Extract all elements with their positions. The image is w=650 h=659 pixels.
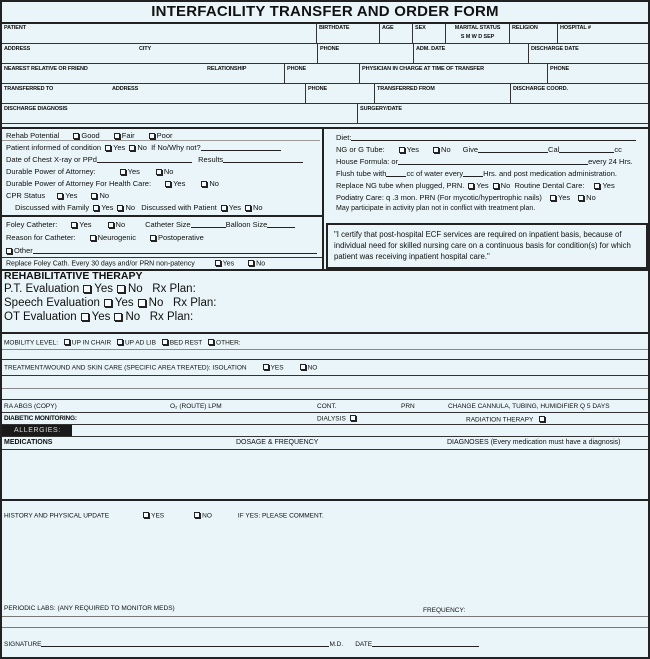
dpoa-health-yes-checkbox[interactable] [165, 181, 171, 187]
activity-row [336, 205, 535, 212]
other-checkbox[interactable] [6, 248, 12, 254]
diet-input[interactable] [351, 133, 636, 141]
family-no-checkbox[interactable] [117, 205, 123, 211]
transferred-phone-field[interactable] [306, 84, 375, 104]
nearest-relative-field[interactable] [2, 64, 285, 84]
replace-foley-label: Replace Foley Cath. Every 30 days and/or PRN non-patency [6, 260, 195, 268]
birthdate-label: BIRTHDATE [319, 25, 350, 31]
certification-text: "I certify that post-hospital ECF services are required on inpatient basis, because of individual need for skilled nursing care on a continuous basis for condition(s) for which patient was receiving inpatient hospital care." [334, 230, 631, 261]
adm-date-field[interactable] [414, 44, 529, 64]
radiation-row [466, 416, 547, 424]
divider [2, 257, 322, 258]
replace-ng-yes-checkbox[interactable] [468, 183, 474, 189]
divider [2, 388, 648, 389]
replace-ng-label: Replace NG tube when plugged, PRN. [336, 181, 465, 190]
other-input[interactable] [33, 246, 317, 254]
rehab-heading: REHABILITATIVE THERAPY [4, 270, 143, 282]
divider [2, 412, 648, 413]
age-field[interactable] [380, 23, 413, 44]
reason-catheter-row [6, 233, 204, 242]
cpr-no-checkbox[interactable] [91, 193, 97, 199]
transferred-to-label: TRANSFERRED TO [4, 86, 54, 92]
frequency-label: FREQUENCY: [423, 607, 466, 614]
o2-route-label: O₂ (ROUTE) LPM [170, 403, 222, 410]
neurogenic-checkbox[interactable] [90, 235, 96, 241]
no-label: No [99, 191, 110, 200]
pt-evaluation-row [4, 283, 196, 295]
religion-field[interactable] [510, 23, 558, 44]
every-24-label: every 24 Hrs. [588, 157, 633, 166]
city-label: CITY [139, 46, 152, 52]
cpr-yes-checkbox[interactable] [57, 193, 63, 199]
diabetic-monitoring-label: DIABETIC MONITORING: [4, 415, 77, 422]
divider [2, 359, 648, 360]
discharge-coord-label: DISCHARGE COORD. [513, 86, 568, 92]
prn-label: PRN [401, 403, 415, 410]
divider [2, 349, 648, 350]
transferred-to-field[interactable] [2, 84, 306, 104]
other-label: Other [14, 246, 33, 255]
chest-xray-row [6, 155, 303, 164]
form-title: INTERFACILITY TRANSFER AND ORDER FORM [151, 3, 499, 20]
dpoa-no-checkbox[interactable] [156, 169, 162, 175]
isolation-no-checkbox[interactable] [300, 364, 306, 370]
signature-input[interactable] [41, 640, 329, 647]
divider [322, 129, 324, 269]
discharge-date-label: DISCHARGE DATE [531, 46, 579, 52]
yes-label: YES [151, 512, 165, 520]
flush-row [336, 169, 617, 178]
patient-informed-row [6, 143, 281, 152]
dialysis-row [317, 415, 358, 423]
foley-row [6, 220, 295, 229]
patient-field[interactable] [2, 23, 317, 44]
relative-phone-label: PHONE [287, 66, 307, 72]
rx-plan-label: Rx Plan: [152, 283, 196, 295]
sex-field[interactable] [413, 23, 446, 44]
pt-no-checkbox[interactable] [117, 285, 125, 293]
foley-no-checkbox[interactable] [108, 222, 114, 228]
ot-no-checkbox[interactable] [114, 313, 122, 321]
no-label: NO [202, 512, 212, 520]
mobility-label: MOBILITY LEVEL: [4, 339, 59, 347]
marital-status-label: MARITAL STATUS [454, 25, 501, 31]
yes-label: Yes [228, 203, 241, 212]
periodic-labs-label: PERIODIC LABS: (ANY REQUIRED TO MONITOR MEDS) [4, 605, 175, 612]
hospital-number-label: HOSPITAL # [560, 25, 591, 31]
activity-label: May participate in activity plan not in conflict with treatment plan. [336, 205, 536, 212]
replace-foley-yes-checkbox[interactable] [215, 260, 221, 266]
up-in-chair-checkbox[interactable] [64, 339, 70, 345]
flush-post-label: Hrs. and post medication administration. [483, 169, 617, 178]
why-not-input[interactable] [201, 143, 281, 151]
catheter-size-label: Catheter Size [145, 220, 191, 229]
relationship-label: RELATIONSHIP [207, 66, 247, 72]
patient-yes-checkbox[interactable] [221, 205, 227, 211]
results-input[interactable] [223, 155, 303, 163]
ng-no-checkbox[interactable] [433, 147, 439, 153]
certification-box [326, 223, 648, 269]
dpoa-health-no-checkbox[interactable] [201, 181, 207, 187]
marital-status-field[interactable] [446, 23, 510, 44]
relative-phone-field[interactable] [285, 64, 360, 84]
transferred-address-label: ADDRESS [112, 86, 139, 92]
history-no-checkbox[interactable] [194, 512, 200, 518]
divider [2, 127, 648, 129]
change-cannula-label: CHANGE CANNULA, TUBING, HUMIDIFIER Q 5 DAYS [448, 403, 610, 410]
physician-phone-field[interactable] [548, 64, 648, 84]
yes-label: Yes [476, 181, 489, 190]
physician-label: PHYSICIAN IN CHARGE AT TIME OF TRANSFER [362, 66, 484, 72]
yes-label: Yes [113, 143, 126, 152]
allergies-label: ALLERGIES: [2, 425, 72, 436]
no-label: No [128, 283, 143, 295]
other-mobility-label: OTHER: [216, 339, 241, 347]
postoperative-label: Postoperative [157, 233, 204, 242]
no-label: No [163, 167, 174, 176]
ot-yes-checkbox[interactable] [81, 313, 89, 321]
divider [2, 627, 648, 628]
pt-yes-checkbox[interactable] [83, 285, 91, 293]
divider [2, 140, 320, 141]
up-in-chair-label: UP IN CHAIR [71, 339, 112, 347]
neurogenic-label: Neurogenic [97, 233, 136, 242]
dpoa-row [6, 167, 173, 176]
fair-checkbox[interactable] [114, 133, 120, 139]
treatment-row [4, 364, 317, 372]
yes-label: Yes [101, 203, 114, 212]
discussed-patient-label: Discussed with Patient [141, 203, 217, 212]
age-label: AGE [382, 25, 394, 31]
isolation-yes-checkbox[interactable] [263, 364, 269, 370]
religion-label: RELIGION [512, 25, 538, 31]
history-yes-checkbox[interactable] [143, 512, 149, 518]
chest-xray-input[interactable] [97, 155, 192, 163]
phone-label: PHONE [320, 46, 340, 52]
no-label: No [137, 143, 147, 152]
signature-row [4, 640, 479, 648]
rx-plan-label: Rx Plan: [172, 297, 217, 309]
dpoa-health-label: Durable Power of Attorney For Health Care: [6, 179, 152, 188]
transferred-from-label: TRANSFERRED FROM [377, 86, 435, 92]
yes-label: Yes [173, 179, 186, 188]
divider [2, 499, 648, 501]
no-label: No [125, 203, 136, 212]
good-checkbox[interactable] [73, 133, 79, 139]
balloon-size-label: Balloon Size [225, 220, 268, 229]
discussed-row [15, 203, 263, 212]
no-label: NO [307, 364, 318, 372]
physician-field[interactable] [360, 64, 548, 84]
other-row [2, 246, 317, 255]
dpoa-health-row [6, 179, 219, 188]
routine-dental-label: Routine Dental Care: [514, 181, 585, 190]
cont-label: CONT. [317, 403, 337, 410]
yes-label: Yes [91, 311, 111, 323]
up-ad-lib-label: UP AD LIB [124, 339, 156, 347]
house-formula-label: House Formula: or [336, 157, 399, 166]
divider [2, 436, 648, 437]
yes-label: Yes [94, 283, 113, 295]
bed-rest-checkbox[interactable] [162, 339, 168, 345]
no-label: No [209, 179, 219, 188]
flush-label: Flush tube with [336, 169, 387, 178]
give-input[interactable] [478, 145, 548, 153]
yes-label: Yes [406, 145, 420, 154]
history-comment-area[interactable] [2, 524, 648, 616]
replace-ng-row [336, 181, 615, 190]
divider [2, 332, 648, 334]
cpr-status-label: CPR Status [6, 191, 46, 200]
house-formula-input[interactable] [398, 157, 588, 165]
divider [2, 399, 648, 400]
surgery-date-field[interactable] [358, 104, 648, 124]
cal-label: Cal [548, 145, 560, 154]
replace-ng-no-checkbox[interactable] [493, 183, 499, 189]
podiatry-yes-checkbox[interactable] [550, 195, 556, 201]
cpr-status-row [6, 191, 109, 200]
dpoa-yes-checkbox[interactable] [120, 169, 126, 175]
ra-abgs-label: RA ABGS (COPY) [4, 403, 57, 410]
transferred-phone-label: PHONE [308, 86, 328, 92]
foley-label: Foley Catheter: [6, 220, 58, 229]
yes-label: Yes [222, 260, 235, 268]
good-label: Good [81, 131, 100, 140]
no-label: No [148, 297, 164, 309]
yes-label: Yes [127, 167, 140, 176]
diagnoses-label: DIAGNOSES (Every medication must have a diagnosis) [447, 439, 621, 446]
family-yes-checkbox[interactable] [93, 205, 99, 211]
cal-input[interactable] [559, 145, 614, 153]
ng-tube-label: NG or G Tube: [336, 145, 385, 154]
balloon-size-input[interactable] [267, 220, 295, 228]
replace-foley-row [6, 260, 265, 268]
chest-xray-label: Date of Chest X-ray or PPd [6, 155, 97, 164]
hospital-number-field[interactable] [558, 23, 648, 44]
give-label: Give [462, 145, 479, 154]
divider [2, 215, 322, 217]
bed-rest-label: BED REST [169, 339, 203, 347]
if-no-why-label: If No/Why not? [151, 143, 201, 152]
catheter-size-input[interactable] [191, 220, 226, 228]
podiatry-row [336, 193, 596, 202]
no-label: No [256, 260, 266, 268]
up-ad-lib-checkbox[interactable] [117, 339, 123, 345]
speech-no-checkbox[interactable] [138, 299, 146, 307]
fair-label: Fair [121, 131, 135, 140]
other-mobility-checkbox[interactable] [208, 339, 214, 345]
signature-label: SIGNATURE [4, 641, 42, 648]
address-label: ADDRESS [4, 46, 31, 52]
discharge-diagnosis-label: DISCHARGE DIAGNOSIS [4, 106, 68, 112]
no-label: No [115, 220, 126, 229]
informed-yes-checkbox[interactable] [105, 145, 111, 151]
house-formula-row [336, 157, 633, 166]
ot-label: OT Evaluation [4, 311, 77, 323]
divider [2, 424, 648, 425]
rehab-potential-row [6, 131, 173, 140]
comment-label: IF YES: PLEASE COMMENT. [237, 512, 324, 520]
reason-catheter-label: Reason for Catheter: [6, 233, 76, 242]
sex-label: SEX [415, 25, 426, 31]
patient-informed-label: Patient informed of condition [6, 143, 102, 152]
diet-row [336, 133, 636, 142]
postoperative-checkbox[interactable] [150, 235, 156, 241]
transferred-from-field[interactable] [375, 84, 511, 104]
poor-checkbox[interactable] [149, 133, 155, 139]
speech-evaluation-row [4, 297, 216, 309]
nearest-relative-label: NEAREST RELATIVE OR FRIEND [4, 66, 88, 72]
discharge-diagnosis-field[interactable] [2, 104, 358, 124]
adm-date-label: ADM. DATE [416, 46, 446, 52]
radiation-checkbox[interactable] [539, 416, 545, 422]
foley-yes-checkbox[interactable] [71, 222, 77, 228]
no-label: No [441, 145, 451, 154]
podiatry-label: Podiatry Care: q .3 mon. PRN (For mycotic/hypertrophic nails) [336, 193, 542, 202]
physician-phone-label: PHONE [550, 66, 570, 72]
pt-label: P.T. Evaluation [4, 283, 80, 295]
radiation-label: RADIATION THERAPY [466, 416, 534, 424]
surgery-date-label: SURGERY/DATE [360, 106, 402, 112]
flush-cc-input[interactable] [386, 169, 406, 177]
date-label: DATE [355, 641, 373, 648]
address-field[interactable] [2, 44, 318, 64]
patient-label: PATIENT [4, 25, 27, 31]
ng-yes-checkbox[interactable] [399, 147, 405, 153]
history-label: HISTORY AND PHYSICAL UPDATE [4, 512, 110, 520]
discharge-coord-field[interactable] [511, 84, 648, 104]
history-row [4, 512, 324, 520]
rx-plan-label: Rx Plan: [149, 311, 194, 323]
speech-label: Speech Evaluation [4, 297, 100, 309]
dosage-frequency-label: DOSAGE & FREQUENCY [236, 439, 319, 446]
divider [2, 616, 648, 617]
treatment-label: TREATMENT/WOUND AND SKIN CARE (SPECIFIC AREA TREATED): ISOLATION [4, 364, 247, 372]
informed-no-checkbox[interactable] [129, 145, 135, 151]
patient-no-checkbox[interactable] [245, 205, 251, 211]
md-label: M.D. [329, 641, 344, 648]
date-input[interactable] [372, 640, 479, 647]
dialysis-checkbox[interactable] [350, 415, 356, 421]
no-label: No [253, 203, 263, 212]
flush-hrs-input[interactable] [463, 169, 483, 177]
yes-label: YES [270, 364, 284, 372]
yes-label: Yes [79, 220, 92, 229]
dpoa-label: Durable Power of Attorney: [6, 167, 96, 176]
poor-label: Poor [156, 131, 173, 140]
divider [2, 375, 648, 376]
flush-water-label: cc of water every [406, 169, 464, 178]
marital-options: S M W D SEP [460, 34, 495, 40]
cc-label: cc [614, 145, 622, 154]
ot-evaluation-row [4, 311, 193, 323]
replace-foley-no-checkbox[interactable] [248, 260, 254, 266]
no-label: No [125, 311, 141, 323]
diet-label: Diet: [336, 133, 352, 142]
medications-label: MEDICATIONS [4, 439, 53, 446]
mobility-row [4, 339, 241, 347]
discussed-family-label: Discussed with Family [15, 203, 90, 212]
yes-label: Yes [557, 193, 571, 202]
medications-area[interactable] [2, 450, 648, 499]
yes-label: Yes [602, 181, 615, 190]
yes-label: Yes [114, 297, 134, 309]
speech-yes-checkbox[interactable] [104, 299, 112, 307]
rehab-potential-label: Rehab Potential [6, 131, 60, 140]
dental-yes-checkbox[interactable] [594, 183, 600, 189]
results-label: Results [198, 155, 224, 164]
phone-field[interactable] [318, 44, 414, 64]
birthdate-field[interactable] [317, 23, 380, 44]
ng-tube-row [336, 145, 622, 154]
yes-label: Yes [65, 191, 78, 200]
no-label: No [586, 193, 596, 202]
discharge-date-field[interactable] [529, 44, 648, 64]
no-label: No [500, 181, 511, 190]
dialysis-label: DIALYSIS [317, 415, 346, 423]
podiatry-no-checkbox[interactable] [578, 195, 584, 201]
